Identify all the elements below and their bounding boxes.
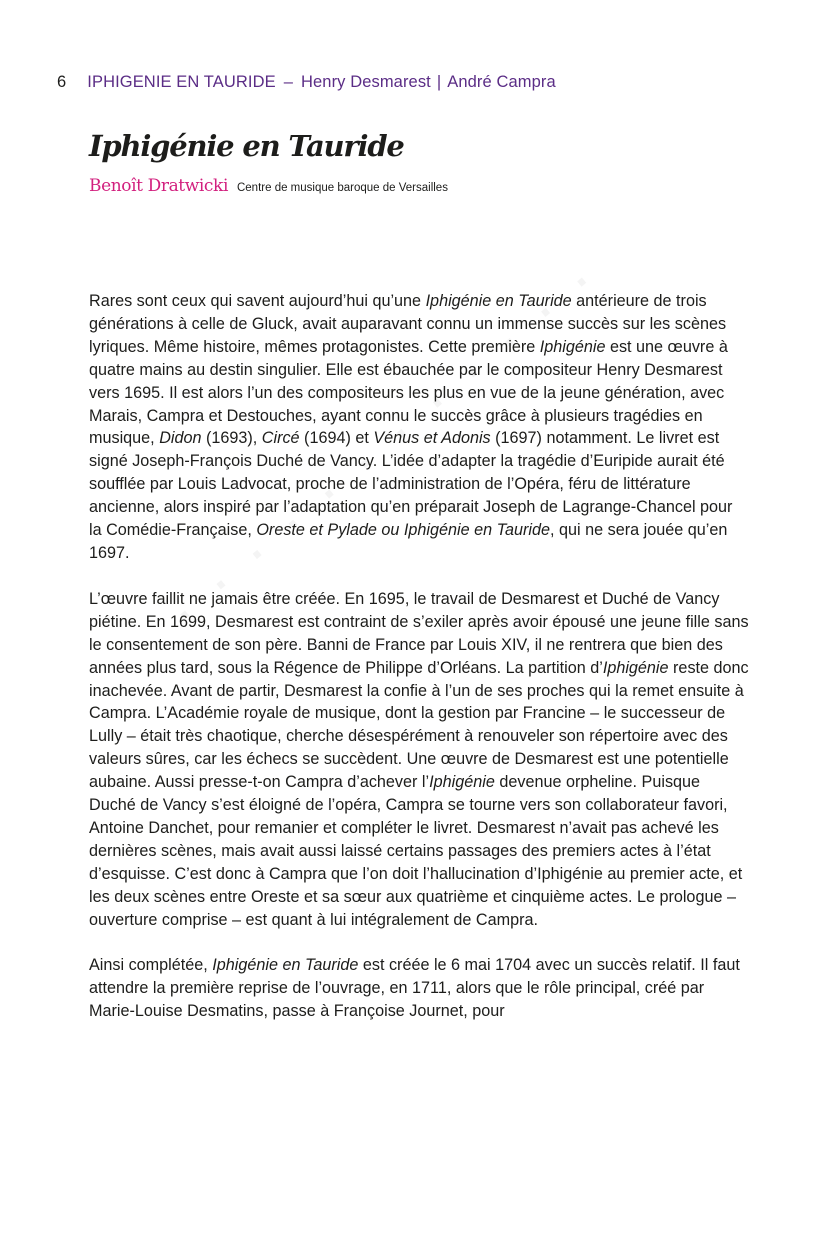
byline bbox=[89, 176, 448, 196]
text-run: Ainsi complétée, bbox=[89, 956, 213, 975]
text-run: devenue orpheline. Puisque Duché de Vancy s’est éloigné de l’opéra, Campra se tourne vers son collaborateur favori, Antoine Danchet, pour remanier et compléter le livret. Desmarest n’avait pas achevé les dernières scènes, mais avait aussi laissé certains passages des premiers actes à l’état d’esquisse. C’est donc à Campra que l’on doit l’hallucination d’Iphigénie au premier acte, et les deux scènes entre Oreste et sa sœur aux quatrième et cinquième actes. Le prologue – ouverture comprise – est quant à lui intégralement de Campra. bbox=[89, 773, 743, 929]
text-run: (1697) notamment. Le livret est signé Joseph-François Duché de Vancy. L’idée d’adapter la tragédie d’Euripide aurait été soufflée par Louis Ladvocat, proche de l’administration de l’Opéra, féru de littérature ancienne, alors inspiré par l’adaptation qu’en préparait Joseph de Lagrange-Chancel pour la Comédie-Française, bbox=[89, 429, 733, 540]
header-composer-campra: André Campra bbox=[447, 73, 556, 91]
article-body bbox=[89, 290, 749, 1046]
text-run: reste donc inachevée. Avant de partir, Desmarest la confie à l’un de ses proches qui la remet ensuite à Campra. L’Académie royale de musique, dont la gestion par Francine – le successeur de Lully – était très chaotique, cherche désespérément à renouveler son répertoire avec des valeurs sûres, car les échecs se succèdent. Une œuvre de Desmarest est une potentielle aubaine. Aussi presse-t-on Campra d’achever l’ bbox=[89, 658, 749, 792]
italic-title-run: Didon bbox=[159, 429, 202, 448]
header-work-title: IPHIGENIE EN TAURIDE bbox=[87, 73, 276, 91]
italic-title-run: Iphigénie en Tauride bbox=[425, 292, 572, 310]
text-run: est une œuvre à quatre mains au destin singulier. Elle est ébauchée par le compositeur Henry Desmarest vers 1695. Il est alors l’un des compositeurs les plus en vue de la jeune génération, avec Marais, Campra et Destouches, ayant connu le succès grâce à plusieurs tragédies en musique, bbox=[89, 337, 728, 448]
paragraph bbox=[89, 290, 749, 565]
paragraph bbox=[89, 954, 749, 1023]
author-affiliation: Centre de musique baroque de Versailles bbox=[236, 182, 448, 194]
italic-title-run: Iphigénie bbox=[602, 658, 669, 677]
running-header bbox=[57, 73, 556, 92]
italic-title-run: Iphigénie bbox=[429, 773, 495, 792]
header-separator: | bbox=[436, 73, 442, 91]
italic-title-run: Vénus et Adonis bbox=[373, 429, 491, 448]
text-run: est créée le 6 mai 1704 avec un succès relatif. Il faut attendre la première reprise de l’ouvrage, en 1711, alors que le rôle principal, créé par Marie-Louise Desmatins, passe à Françoise Journet, pour bbox=[89, 956, 740, 1021]
italic-title-run: Circé bbox=[261, 429, 300, 448]
paragraph bbox=[89, 588, 749, 932]
header-composer-desmarest: Henry Desmarest bbox=[301, 73, 431, 91]
text-run: Rares sont ceux qui savent aujourd’hui qu’une bbox=[89, 292, 426, 310]
text-run: antérieure de trois générations à celle de Gluck, avait auparavant connu un immense succès sur les scènes lyriques. Même histoire, mêmes protagonistes. Cette première bbox=[89, 292, 727, 356]
text-run: , qui ne sera jouée qu’en 1697. bbox=[89, 521, 728, 562]
header-dash: – bbox=[283, 73, 293, 91]
author-name: Benoît Dratwicki bbox=[89, 176, 228, 196]
italic-title-run: Oreste et Pylade ou Iphigénie en Tauride bbox=[256, 521, 551, 540]
italic-title-run: Iphigénie en Tauride bbox=[212, 956, 359, 975]
text-run: (1693), bbox=[201, 429, 262, 448]
text-run: (1694) et bbox=[299, 429, 374, 448]
text-run: L’œuvre faillit ne jamais être créée. En 1695, le travail de Desmarest et Duché de Vancy piétine. En 1699, Desmarest est contraint de s’exiler après avoir épousé une jeune fille sans le consentement de son père. Banni de France par Louis XIV, il ne rentrera que bien des années plus tard, sous la Régence de Philippe d’Orléans. La partition d’ bbox=[89, 589, 749, 677]
italic-title-run: Iphigénie bbox=[539, 337, 606, 356]
page-number: 6 bbox=[57, 73, 67, 91]
article-title: Iphigénie en Tauride bbox=[89, 129, 404, 163]
